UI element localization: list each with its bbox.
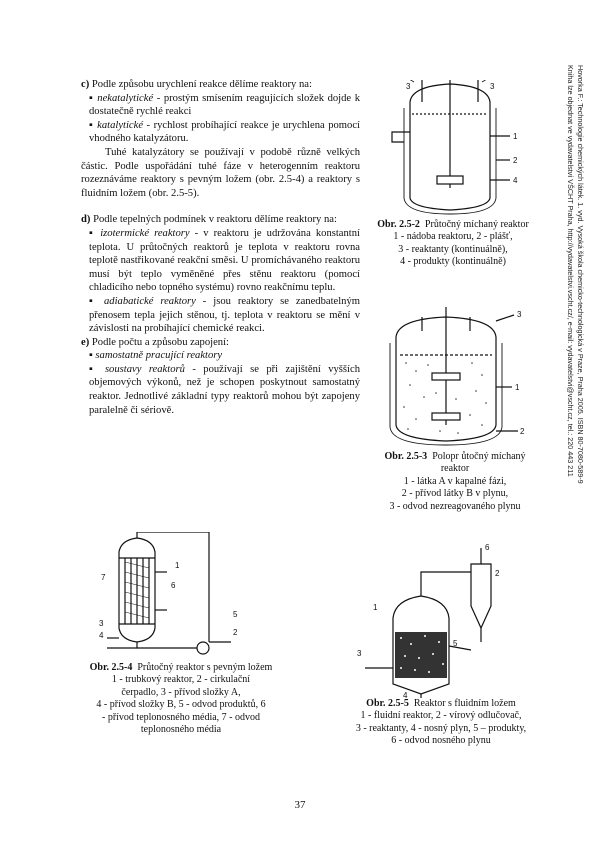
fig252-label-3a: 3 [406, 82, 411, 91]
figure-2-5-3-caption: Obr. 2.5-3 Polopr ůtočný míchaný reaktor 1 - látka A v kapalné fázi, 2 - přívod látky B v plynu, 3 - odvod nezreagovaného plynu [384, 451, 526, 512]
figure-2-5-5-diagram [355, 538, 515, 698]
bullet-katalyticke: ▪ katalytické - rychlost probíhající reakce je urychlena pomocí vhodného katalyzátoru. [89, 119, 360, 145]
fig255-fluid-bed [395, 632, 447, 678]
fig254-label-4: 4 [99, 631, 104, 640]
bullet-samostatne: ▪ samostatně pracující reaktory [89, 350, 223, 362]
fig253-label-3: 3 [517, 310, 522, 319]
bullet-adiabaticke: ▪ adiabatické reaktory - jsou reaktory se zanedbatelným přenosem tepla jejich stěnou, tj. teplota v reaktoru se mění v závislosti na probíhající chemické reakci. [89, 295, 360, 335]
page-number: 37 [294, 799, 306, 811]
side-note [555, 65, 585, 595]
figure-2-5-4-diagram [97, 532, 247, 662]
fig255-label-1: 1 [373, 603, 378, 612]
fig255-label-2: 2 [495, 569, 500, 578]
main-text-column [81, 78, 360, 417]
fig252-label-2: 2 [513, 156, 518, 165]
fig254-label-2: 2 [233, 628, 238, 637]
side-note-order-info: Kniha lze objednat ve vydavatelství VŠCHT Praha, http://vydavatelstvi.vscht.cz/, e-mail: vydavatelstvi@vscht.cz, tel.: 220 443 211 [566, 65, 575, 477]
fig255-label-3: 3 [357, 649, 362, 658]
fig252-label-3b: 3 [490, 82, 495, 91]
fig252-label-4: 4 [513, 176, 518, 185]
fig254-label-1: 1 [175, 561, 180, 570]
figure-2-5-2-diagram [382, 80, 542, 215]
fig254-label-5: 5 [233, 610, 238, 619]
fig255-label-4: 4 [403, 691, 408, 698]
bullet-izotermicke: ▪ izotermické reaktory - v reaktoru je udržována konstantní teplota. U průtočných reaktorů je teplota v reaktoru rovna teplotě nastřikované reakční směsi. U promíchávaného reaktoru musí být teplo vyměněné přes stěnu reaktoru (pomocí chladicího nebo topného systému) rovno reakčnímu teplu. [89, 227, 360, 294]
figure-2-5-3-diagram [386, 307, 536, 447]
figure-2-5-5-caption: Obr. 2.5-5 Reaktor s fluidním ložem 1 - fluidní reaktor, 2 - vírový odlučovač, 3 - reaktanty, 4 - nosný plyn, 5 – produkty, 6 - odvod nosného plynu [355, 698, 527, 747]
fig255-label-5: 5 [453, 639, 458, 648]
fig252-label-1: 1 [513, 132, 518, 141]
figure-2-5-2-caption: Obr. 2.5-2 Průtočný míchaný reaktor 1 - nádoba reaktoru, 2 - plášť, 3 - reaktanty (kontinuálně), 4 - produkty (kontinuálně) [377, 219, 529, 268]
paragraph-catalysts: Tuhé katalyzátory se používají v podobě různě velkých částic. Podle uspořádání tuhé fáze v heterogenním reaktoru rozeznáváme reaktory s pevným ložem (obr. 2.5-4) a reaktory s fluidním ložem (obr. 2.5-5). [81, 146, 360, 199]
bullet-nekatalyticke: ▪ nekatalytické - prostým smísením reagujících složek dojde k dostatečně rychlé reakci [89, 92, 361, 118]
side-note-citation: Hovorka F.: Technologie chemických látek. 1. vyd. Vysoká škola chemicko-technologická v Praze, Praha 2005. ISBN 80-7080-589-9 [576, 65, 585, 484]
fig254-label-7: 7 [101, 573, 106, 582]
fig253-label-2: 2 [520, 427, 525, 436]
section-e-heading: e) Podle počtu a způsobu zapojení: [81, 336, 229, 348]
fig253-label-1: 1 [515, 383, 520, 392]
section-c-heading: c) Podle způsobu urychlení reakce dělíme reaktory na: [81, 79, 312, 90]
section-d-heading: d) Podle tepelných podmínek v reaktoru dělíme reaktory na: [81, 214, 337, 226]
bullet-soustavy: ▪ soustavy reaktorů - používají se při zajištění vyšších objemových výkonů, než je schopen poskytnout samostatný reaktor. Jednotlivé základní typy reaktorů mohou být zapojeny paralelně či sériově. [89, 363, 360, 416]
figure-2-5-4-caption: Obr. 2.5-4 Průtočný reaktor s pevným ložem 1 - trubkový reaktor, 2 - cirkulační čerpadlo, 3 - přívod složky A, 4 - přívod složky B, 5 - odvod produktů, 6 - přívod teplonosného média, 7 - odvod teplonosného média [89, 662, 273, 736]
fig254-label-6: 6 [171, 581, 176, 590]
fig254-label-3: 3 [99, 619, 104, 628]
fig255-label-6: 6 [485, 543, 490, 552]
